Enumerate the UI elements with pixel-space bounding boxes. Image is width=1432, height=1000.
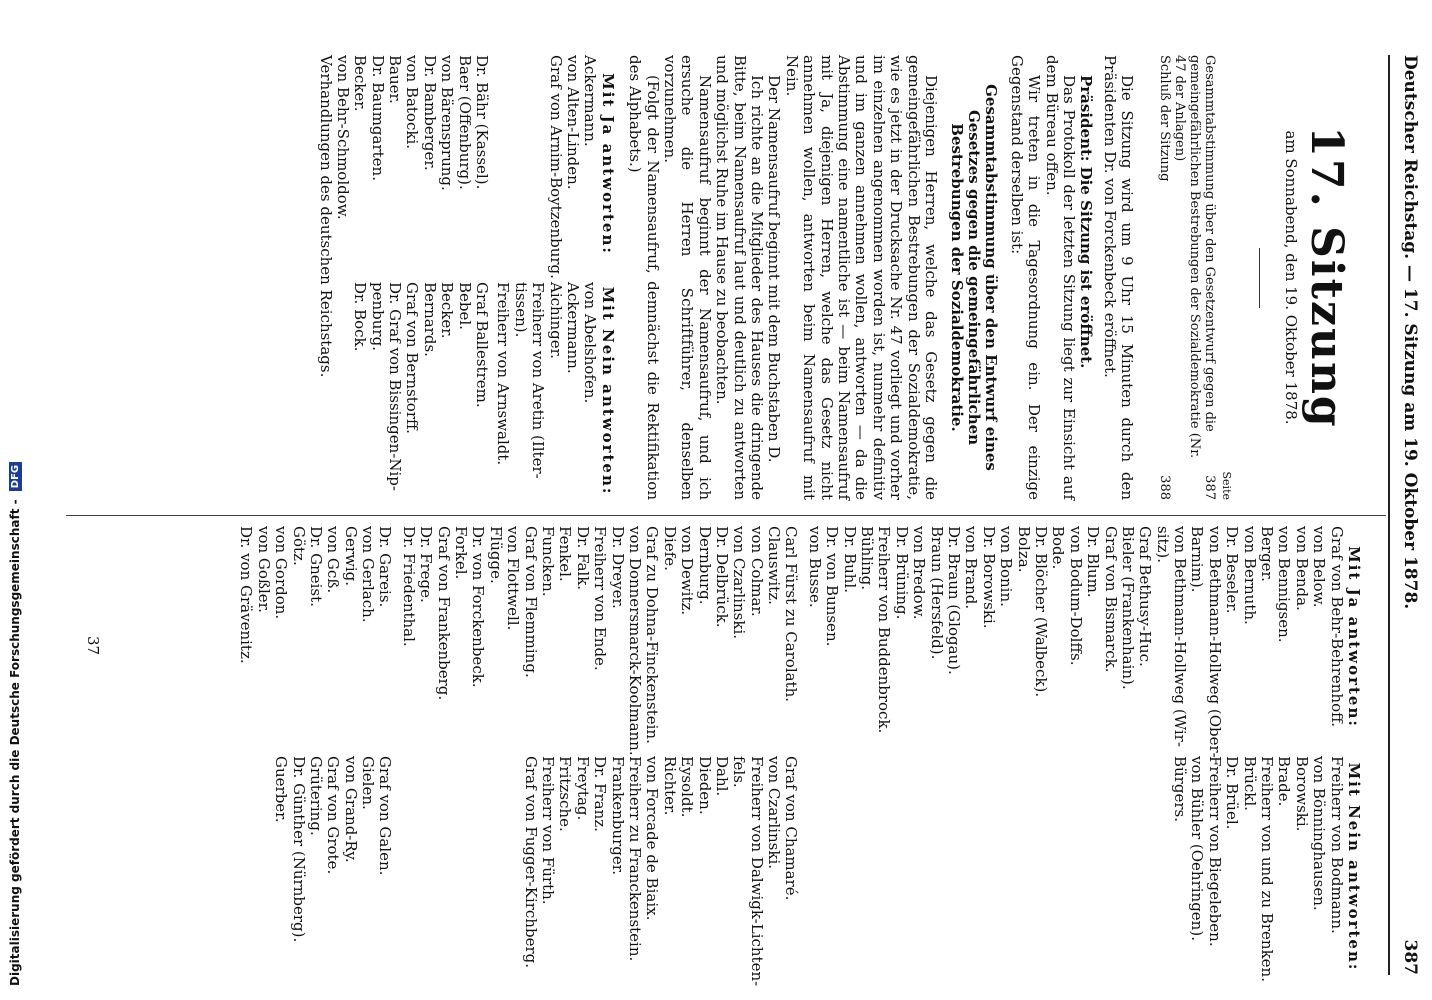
name-entry: Dr. Borowski. — [979, 526, 998, 629]
name-entry: Dr. von Forckenbeck. — [469, 526, 488, 688]
name-entry: fels. — [730, 756, 749, 788]
name-entry: von Bönninghausen. — [1310, 756, 1329, 911]
name-entry: Becker. — [438, 282, 457, 339]
name-entry: von Bethmann-Hollweg (Ober- — [1205, 526, 1224, 758]
nein-list — [494, 282, 598, 500]
session-subtitle: am Sonnabend, den 19. Oktober 1878. — [1282, 130, 1300, 425]
name-entry: von Dewitz. — [678, 526, 697, 616]
name-entry: Graf von Arnim-Boytzenburg. — [546, 55, 565, 279]
name-entry: Graf von Frankenberg. — [434, 526, 453, 701]
name-entry: von Batocki. — [403, 55, 422, 150]
name-entry: Freiherr von Ende. — [591, 526, 610, 671]
name-entry: tissen). — [511, 282, 530, 338]
name-entry: von Gordon. — [272, 526, 291, 620]
name-entry: von Flottwell. — [504, 526, 523, 631]
name-entry: Ackermann. — [564, 282, 583, 374]
name-entry: Barnim). — [1188, 526, 1207, 593]
name-entry: von Gerlach. — [359, 526, 378, 623]
paragraph: Namensaufruf beginnt der Namensaufruf, und ich ersuche die Herren Schriftführer, denselben vorzunehmen. — [661, 55, 714, 500]
nein-heading: Mit Nein antworten: — [598, 286, 617, 496]
name-entry: Gielen. — [359, 756, 378, 810]
name-entry: von Busse. — [805, 526, 824, 608]
name-entry: Diefe. — [660, 526, 679, 571]
name-entry: Bieler (Frankenhain). — [1118, 526, 1137, 690]
name-entry: Dr. Frege. — [417, 526, 436, 603]
name-entry: Fenkel. — [556, 526, 575, 582]
name-entry: Dr. Braun (Glogau). — [945, 526, 963, 675]
nein-list — [237, 756, 394, 978]
page-foot-number: 37 — [84, 636, 102, 656]
name-entry: Freiherr von Dalwigk-Lichten- — [747, 756, 766, 987]
name-entry: Verhandlungen des deutschen Reichstags. — [316, 55, 335, 378]
name-entry: Dr. Brüning. — [892, 526, 911, 620]
name-entry: Dr. Bamberger. — [420, 55, 439, 171]
paragraph: Wir treten in die Tagesordnung ein. Der einzige Gegenstand derselben ist: — [1007, 55, 1044, 500]
name-entry: von Bennigsen. — [1275, 526, 1294, 643]
name-entry: Freiherr von Fürth. — [539, 756, 558, 905]
ja-list — [399, 526, 801, 756]
name-entry: Dr. Friedenthal. — [399, 526, 418, 647]
name-entry: Berger. — [1258, 526, 1277, 582]
name-entry: Brückl. — [1240, 756, 1259, 811]
ja-heading: Mit Ja antworten: — [598, 73, 617, 255]
name-entry: Dr. Baumgarten. — [368, 55, 387, 181]
name-entry: von Colmar. — [747, 526, 766, 617]
name-entry: Dr. Bock. — [351, 282, 370, 352]
name-entry: Aichinger. — [546, 282, 565, 359]
name-entry: Bernards. — [420, 282, 439, 357]
name-entry: Dr. Gneist. — [306, 526, 325, 607]
name-entry: Guerber. — [272, 756, 291, 823]
name-entry: von Czarlinski. — [730, 526, 749, 640]
name-entry: Carl Fürst zu Carolath. — [782, 526, 801, 703]
title-rule — [1259, 248, 1260, 308]
name-entry: von Bernuth. — [1240, 526, 1259, 625]
page-number: 387 — [1400, 939, 1420, 975]
name-entry: von Bethmann-Hollweg (Wir- — [1171, 526, 1190, 747]
session-body — [626, 55, 1135, 500]
paragraph: (Folgt der Namensaufruf, demnächst die Rektifikation des Alphabets.) — [626, 55, 662, 500]
name-entry: Flügge. — [486, 526, 505, 584]
toc-item-page: 388 — [1157, 475, 1173, 500]
name-entry: Freiherr von Bodmann. — [1327, 756, 1346, 934]
name-entry: von Goßler. — [254, 526, 273, 613]
name-entry: Becker. — [351, 55, 370, 112]
name-entry: Bühling. — [858, 526, 877, 590]
vote-lists-a — [494, 55, 616, 500]
name-entry: Dr. Franz. — [591, 756, 610, 832]
name-entry: von Below. — [1310, 526, 1329, 608]
name-entry: Braun (Hersfeld). — [927, 526, 946, 660]
name-entry: Graf Ballestrem. — [473, 282, 492, 408]
toc-item-text: Schluß der Sitzung — [1157, 55, 1173, 182]
toc-item-page: 387 — [1202, 475, 1218, 500]
name-entry: von Czarlinski. — [765, 756, 784, 870]
name-entry: von Donnersmarck-Koolmann. — [625, 526, 644, 756]
digitization-footer — [0, 0, 30, 1000]
ja-list — [546, 55, 600, 279]
name-entry: Eysoldt. — [678, 756, 697, 818]
toc-item — [1157, 55, 1172, 500]
header-title: Deutscher Reichstag. — 17. Sitzung am 19. Oktober 1878. — [1400, 55, 1420, 610]
name-entry: Dr. Buhl. — [840, 526, 859, 593]
nein-list — [400, 756, 801, 987]
name-entry: Richter. — [660, 756, 679, 816]
name-entry: Dr. von Grävenitz. — [237, 526, 256, 664]
name-entry: von Grand-Ry. — [341, 756, 360, 863]
name-entry: Forkel. — [452, 526, 471, 580]
name-entry: Dr. Blum. — [1084, 526, 1103, 598]
toc-item — [1172, 55, 1217, 500]
name-entry: Dr. Günther (Nürnberg). — [289, 756, 308, 943]
name-entry: Graf von Bismarck. — [1101, 526, 1120, 673]
name-entry: von Bredow. — [910, 526, 929, 620]
name-entry: Brade. — [1275, 756, 1294, 807]
name-entry: Dr. von Bunsen. — [823, 526, 842, 647]
paragraph: Die Sitzung wird um 9 Uhr 15 Minuten durch den Präsidenten Dr. von Forckenbeck eröffnet. — [1100, 55, 1137, 500]
name-entry: Dahl. — [712, 756, 731, 797]
name-entry: Graf von Behr-Behrenhoff. — [1327, 526, 1346, 727]
name-entry: Graf von Bernstorff. — [403, 282, 422, 434]
name-entry: Dieden. — [695, 756, 714, 815]
paragraph: Präsident: Die Sitzung ist eröffnet. — [1077, 75, 1096, 369]
name-entry: Clauswitz. — [765, 526, 784, 605]
name-entry: Baer (Offenburg). — [455, 55, 474, 190]
name-entry: Dr. Brüel. — [1223, 756, 1242, 830]
name-entry: von Abelshofen. — [581, 282, 600, 404]
name-entry: von Bodum-Dolffs. — [1066, 526, 1085, 666]
paragraph: Der Namensaufruf beginnt mit dem Buchstaben D. — [765, 75, 784, 463]
paragraph: Diejenigen Herren, welche das Gesetz gegen die gemeingefährlichen Bestrebungen der Sozialdemokratie, wie es jetzt in der Drucksache Nr. 47 vorliegt und vorher im einzelnen angenommen worden ist, nunmehr definitiv und im ganzen annehmen wollen, antworten — da die Abstimmung eine namentliche ist — beim Namensaufruf mit Ja, diejenigen Herren, welche das Gesetz nicht annehmen wollen, antworten beim Namensaufruf mit Nein. — [782, 55, 941, 500]
name-entry: sitz). — [1153, 526, 1172, 564]
seite-label: Seite — [1219, 471, 1233, 500]
name-entry: Gerwig. — [341, 526, 360, 587]
name-entry: Freytag. — [573, 756, 592, 821]
toc-item-text: Gesammtabstimmung über den Gesetzentwurf gegen die gemeingefährlichen Bestrebungen der Sozialdemokratie (Nr. 47 der Anlagen) — [1172, 55, 1218, 459]
running-header — [1388, 55, 1424, 975]
ja-heading: Mit Ja antworten: — [1345, 546, 1363, 728]
name-entry: Graf von Galen. — [376, 756, 395, 876]
name-entry: Ackermann. — [581, 55, 600, 147]
name-entry: Bauer. — [386, 55, 405, 104]
name-entry: Bode. — [1049, 526, 1068, 570]
name-entry: Graf von Chamaré. — [782, 756, 801, 901]
name-entry: Freiherr von und zu Brenken. — [1258, 756, 1277, 982]
session-title: 17. Sitzung — [1301, 126, 1352, 429]
name-entry: Fritzsche. — [556, 756, 575, 832]
ja-list — [805, 526, 1346, 758]
name-entry: Freiherr von Aretin (Ilter- — [529, 282, 548, 479]
name-entry: Dr. Graf von Bissingen-Nip- — [386, 282, 405, 491]
name-entry: Graf von Grote. — [324, 756, 343, 875]
name-entry: Bebel. — [455, 282, 474, 330]
name-entry: Freiherr von Arnswaldt. — [494, 282, 513, 466]
name-entry: Graf Bethusy-Huc. — [1136, 526, 1155, 667]
name-entry: von Bonin. — [997, 526, 1016, 607]
agenda-item: Gesammtabstimmung über den Entwurf eines Gesetzes gegen die gemeingefährlichen Bestrebungen der Sozialdemokratie. — [947, 84, 1001, 471]
right-column — [66, 515, 1386, 986]
name-entry: Graf zu Dohna-Finckenstein. — [643, 526, 662, 744]
name-entry: Graf von Flemming. — [521, 526, 540, 678]
name-entry: Bürgers. — [1171, 756, 1190, 822]
nein-list — [1171, 756, 1346, 982]
dfg-logo: DFG — [9, 462, 22, 491]
name-entry: Götz. — [289, 526, 308, 566]
toc-list — [1157, 55, 1217, 500]
paragraph: Ich richte an die Mitglieder des Hauses die dringende Bitte, beim Namensaufruf laut und deutlich zu antworten und möglichst Ruhe im Hause zu beobachten. — [713, 55, 767, 500]
paragraph: Das Protokoll der letzten Sitzung liegt zur Einsicht auf dem Büreau offen. — [1042, 55, 1078, 500]
name-entry: Dr. Bähr (Kassel). — [473, 55, 492, 190]
name-entry: Graf von Fugger-Kirchberg. — [521, 756, 540, 968]
name-entry: von Behr-Schmoldow. — [333, 55, 352, 220]
name-entry: Frankenburger. — [608, 756, 627, 876]
name-entry: Grütering. — [306, 756, 325, 836]
ja-list — [237, 526, 394, 748]
name-entry: von Benda. — [1292, 526, 1311, 611]
name-entry: Freiherr von Biegeleben. — [1205, 756, 1224, 947]
name-entry: Dr. Delbrück. — [712, 526, 731, 628]
name-entry: Freiherr von Buddenbrock. — [875, 526, 894, 734]
name-entry: Bolza. — [1014, 526, 1033, 573]
name-entry: Dr. Beseler. — [1223, 526, 1242, 614]
nein-list — [316, 282, 490, 500]
name-entry: Borowski. — [1292, 756, 1311, 832]
name-entry: Dr. Dreyer. — [608, 526, 627, 609]
nein-heading: Mit Nein antworten: — [1345, 762, 1363, 972]
name-entry: von Alten-Linden. — [564, 55, 583, 190]
footer-text: Digitalisierung gefördert durch die Deutsche Forschungsgemeinschaft - — [8, 499, 22, 986]
vote-lists-b — [316, 55, 490, 500]
name-entry: von Brand. — [962, 526, 981, 610]
name-entry: Dr. Gareis. — [376, 526, 395, 608]
left-column — [316, 55, 1386, 500]
name-entry: Dr. Blöcher (Walbeck). — [1031, 526, 1050, 698]
name-entry: Funcken. — [539, 526, 558, 597]
name-entry: Dr. Falk. — [573, 526, 592, 591]
name-entry: von Bärensprung. — [438, 55, 457, 191]
name-entry: von Forcade de Biaix. — [643, 756, 662, 921]
name-entry: Dernburg. — [695, 526, 714, 605]
name-entry: Freiherr zu Franckenstein. — [625, 756, 644, 962]
name-entry: penburg. — [368, 282, 387, 351]
name-entry: von Bühler (Oehringen). — [1188, 756, 1207, 941]
name-entry: von Gcß. — [324, 526, 343, 594]
